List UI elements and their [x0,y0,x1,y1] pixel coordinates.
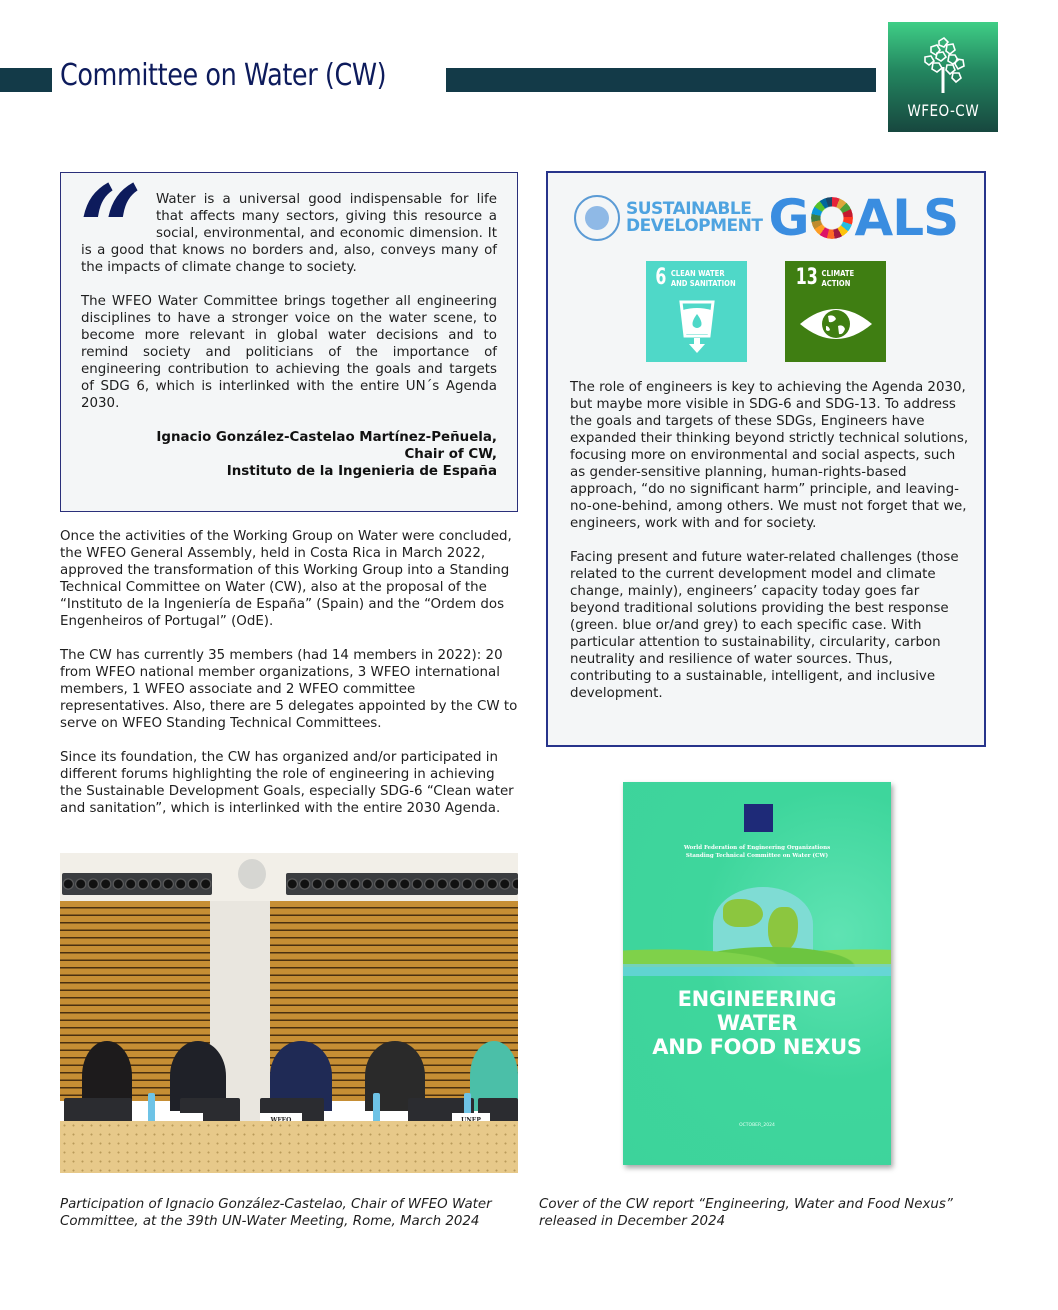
ceiling-speaker-bar [286,873,518,895]
ceiling-camera [238,859,266,889]
signature-role: Chair of CW, [404,447,497,462]
cover-subtitle-line2: Standing Technical Committee on Water (CW) [685,853,829,859]
tile-number: 13 [795,265,818,290]
cover-wfeo-logo [744,804,773,832]
sdg-logo [574,189,959,247]
body-paragraph-1: Once the activities of the Working Group on Water were concluded, the WFEO General Assembly, held in Costa Rica in March 2022, approved the transformation of this Working Group into a Standing Technical Committee on Water (CW), also at the proposal of the “Instituto de la Ingeniería de España” (Spain) and the “Ordem dos Engenheiros of Portugal” (OdE). [60,529,512,629]
sdg-logo-line2: DEVELOPMENT [626,216,763,236]
quote-paragraph-1 [81,191,497,276]
tile-label-line2: ACTION [821,279,851,288]
sdg-box [546,171,986,747]
water-illustration [623,964,891,976]
tile-label [654,267,736,289]
tile-label [793,267,865,289]
ceiling-speaker-bar [62,873,212,895]
cover-title [623,987,891,1059]
cover-date: OCTOBER_2024 [739,1123,775,1128]
cover-title-line1: ENGINEERING [677,987,837,1011]
cover-title-line3: AND FOOD NEXUS [652,1035,862,1059]
sdg-color-wheel-icon [811,197,853,239]
sdg-logo-words [626,201,763,235]
quote-signature [81,429,497,480]
tree-icon [917,37,969,95]
tile-number: 6 [655,265,667,290]
sdg-tile-13 [785,261,886,362]
meeting-photo [60,853,518,1173]
goals-g: G [768,189,809,247]
sdg-tile-6 [646,261,747,362]
body-paragraph-3: Since its foundation, the CW has organized and/or participated in different forums highlighting the role of engineering in achieving the Sustainable Development Goals, especially SDG-6 “Clean water and sanitation”, which is interlinked with the entire 2030 Agenda. [60,750,514,816]
quote-box [60,158,518,512]
quote-paragraph-2: The WFEO Water Committee brings together all engineering disciplines to have a stronger voice on the water scene, to become more relevant in global water decisions and to remind society and politicians of the importance of engineering contribution to achieving the goals and targets of SDG 6, which is interlinked with the entire UN´s Agenda 2030. [81,294,497,411]
eye-globe-icon [785,304,886,344]
quote-mark-icon: “ [79,158,143,301]
signature-organization: Instituto de la Ingenieria de España [226,464,497,479]
desk [60,1121,518,1173]
logo-text: WFEO-CW [907,101,979,120]
cover-title-line2: WATER [716,1011,798,1035]
photo-caption: Participation of Ignacio González-Castelao, Chair of WFEO Water Committee, at the 39th UN-Water Meeting, Rome, March 2024 [60,1197,492,1229]
cover-subtitle-line1: World Federation of Engineering Organizations [683,845,831,851]
water-glass-icon [646,300,747,354]
body-text [60,528,520,817]
page-title: Committee on Water (CW) [60,58,387,93]
hills-illustration [623,932,891,967]
tile-label-line2: AND SANITATION [670,279,736,288]
signature-name: Ignacio González-Castelao Martínez-Peñuela, [156,430,497,445]
header-bar-right [446,68,876,92]
sdg-text [570,379,970,702]
quote-paragraph-1-text: Water is a universal good indispensable for life that affects many sectors, giving this resource a social, environmental, and economic dimension. It is a good that knows no borders and, also, conveys many of the impacts of climate change to society. [81,192,497,275]
goals-rest: ALS [854,189,959,247]
cover-subtitle [623,844,891,860]
tile-label-line1: CLIMATE [821,269,855,278]
goals-word [768,189,959,247]
sdg-paragraph-2: Facing present and future water-related challenges (those related to the current development model and climate change, mainly), engineers’ capacity today goes far beyond traditional solutions providing the best response (green. blue or/and grey) to each specific case. With particular attention to sustainability, circularity, carbon neutrality and resilience of water sources. Thus, contributing to a sustainable, intelligent, and inclusive development. [570,550,959,701]
report-cover [623,782,891,1165]
sdg-paragraph-1: The role of engineers is key to achieving the Agenda 2030, but maybe more visible in SDG-6 and SDG-13. To address the goals and targets of these SDGs, Engineers have expanded their thinking beyond strictly technical solutions, focusing more on environmental and social aspects, such as gender-sensitive planning, human-rights-based approach, “do no significant harm” principle, and leaving-no-one-behind, among others. We must not forget that we, engineers, work with and for society. [570,380,969,531]
un-emblem-icon [574,195,620,241]
sdg-logo-line1: SUSTAINABLE [626,199,752,219]
body-paragraph-2: The CW has currently 35 members (had 14 members in 2022): 20 from WFEO national member organizations, 3 WFEO international members, 1 WFEO associate and 2 WFEO committee representatives. Also, there are 5 delegates appointed by the CW to serve on WFEO Standing Technical Committees. [60,648,518,731]
tile-label-line1: CLEAN WATER [670,269,725,278]
cover-caption: Cover of the CW report “Engineering, Water and Food Nexus” released in December 2024 [539,1197,953,1229]
wfeo-cw-logo [888,22,998,132]
header-bar-left [0,68,52,92]
